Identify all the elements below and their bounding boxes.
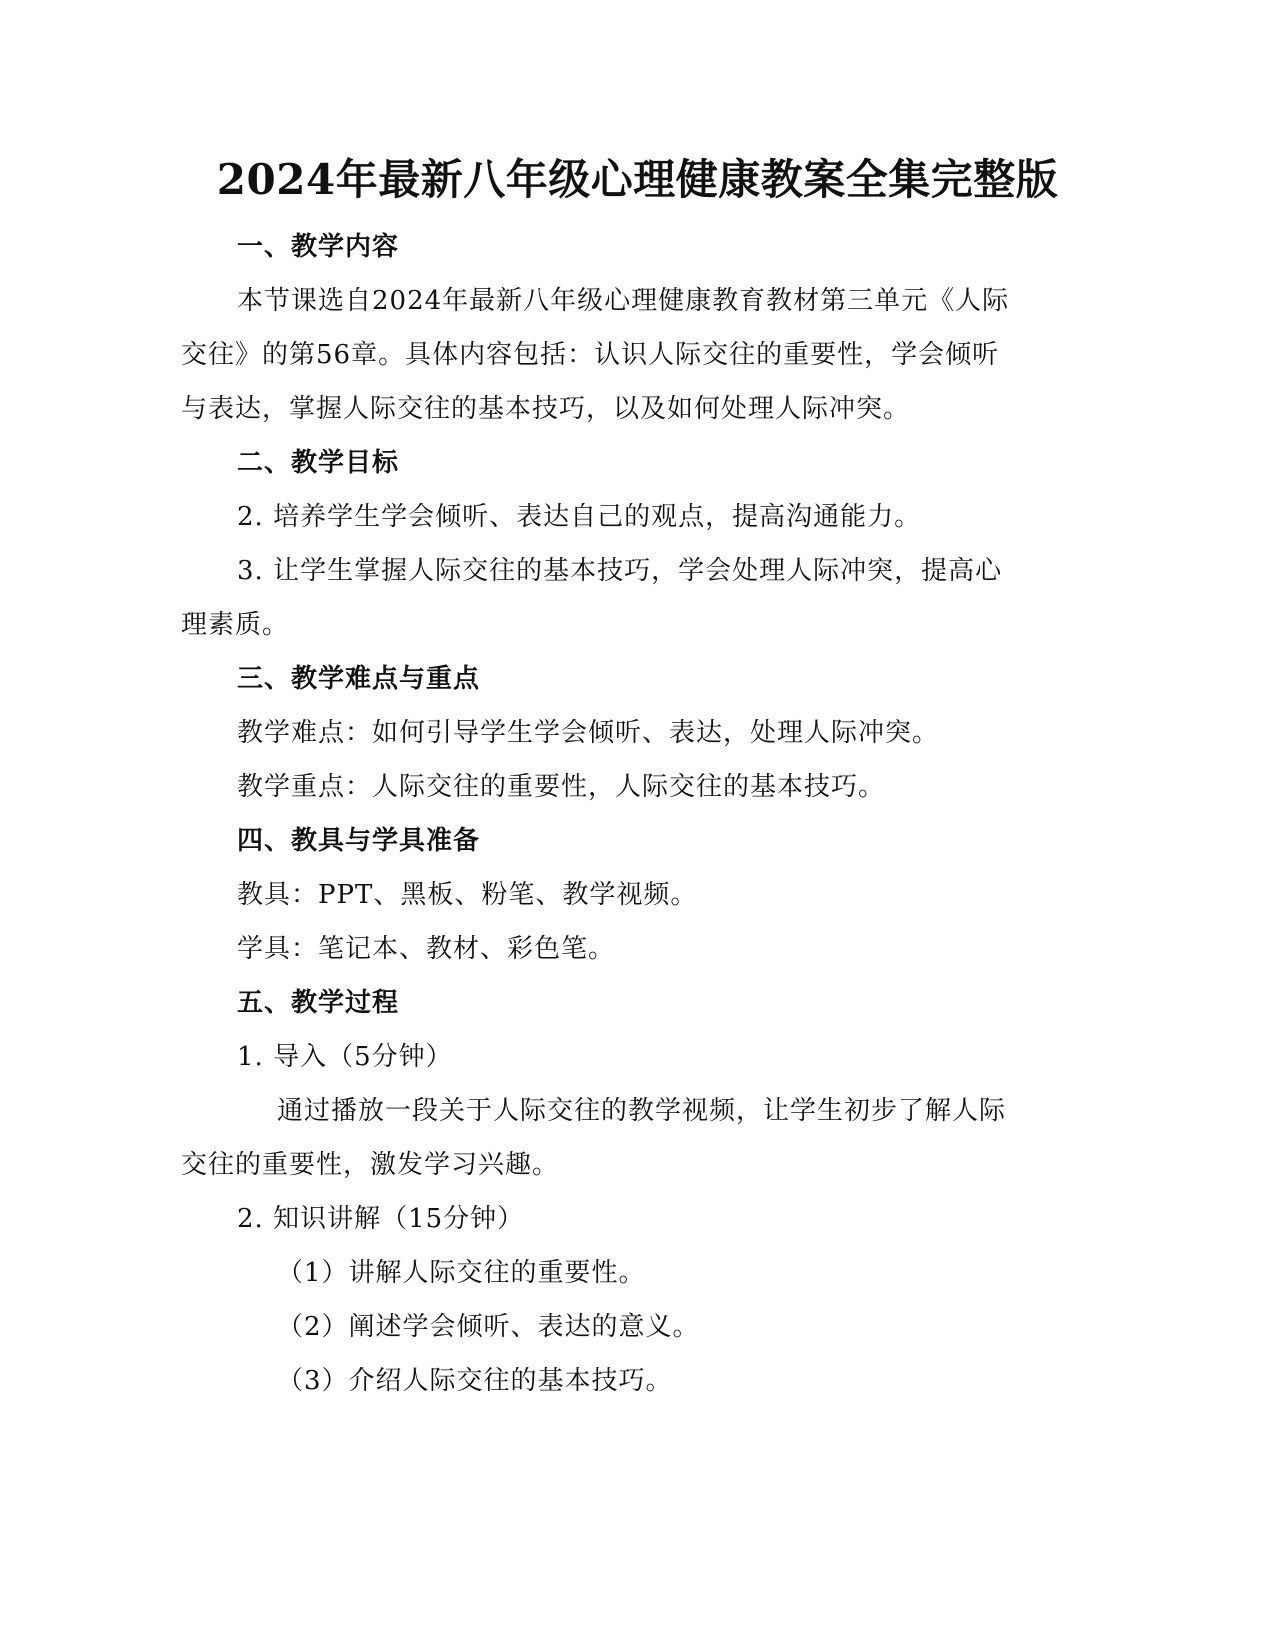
- list-item: 3. 让学生掌握人际交往的基本技巧，学会处理人际冲突，提高心: [237, 556, 1003, 586]
- paragraph-line: 通过播放一段关于人际交往的教学视频，让学生初步了解人际: [277, 1096, 1007, 1126]
- section-heading-process: 五、教学过程: [237, 988, 400, 1018]
- sub-list-item: （2）阐述学会倾听、表达的意义。: [277, 1312, 700, 1342]
- paragraph-line: 理素质。: [181, 610, 290, 640]
- section-heading-teaching-goals: 二、教学目标: [237, 448, 400, 478]
- section-heading-teaching-content: 一、教学内容: [237, 232, 400, 262]
- paragraph-line: 交往的重要性，激发学习兴趣。: [181, 1150, 560, 1180]
- document-title: 2024年最新八年级心理健康教案全集完整版: [216, 155, 1059, 204]
- paragraph-line: 本节课选自2024年最新八年级心理健康教育教材第三单元《人际: [237, 286, 1010, 316]
- section-heading-tools: 四、教具与学具准备: [237, 826, 481, 856]
- paragraph-line: 教学重点：人际交往的重要性，人际交往的基本技巧。: [237, 772, 886, 802]
- list-item: 1. 导入（5分钟）: [237, 1042, 453, 1072]
- paragraph-line: 教具：PPT、黑板、粉笔、教学视频。: [237, 880, 698, 910]
- sub-list-item: （3）介绍人际交往的基本技巧。: [277, 1366, 673, 1396]
- list-item: 2. 知识讲解（15分钟）: [237, 1204, 525, 1234]
- paragraph-line: 交往》的第56章。具体内容包括：认识人际交往的重要性，学会倾听: [181, 340, 1000, 370]
- paragraph-line: 与表达，掌握人际交往的基本技巧，以及如何处理人际冲突。: [181, 394, 911, 424]
- sub-list-item: （1）讲解人际交往的重要性。: [277, 1258, 646, 1288]
- paragraph-line: 教学难点：如何引导学生学会倾听、表达，处理人际冲突。: [237, 718, 940, 748]
- list-item: 2. 培养学生学会倾听、表达自己的观点，提高沟通能力。: [237, 502, 922, 532]
- section-heading-difficulties: 三、教学难点与重点: [237, 664, 481, 694]
- paragraph-line: 学具：笔记本、教材、彩色笔。: [237, 934, 616, 964]
